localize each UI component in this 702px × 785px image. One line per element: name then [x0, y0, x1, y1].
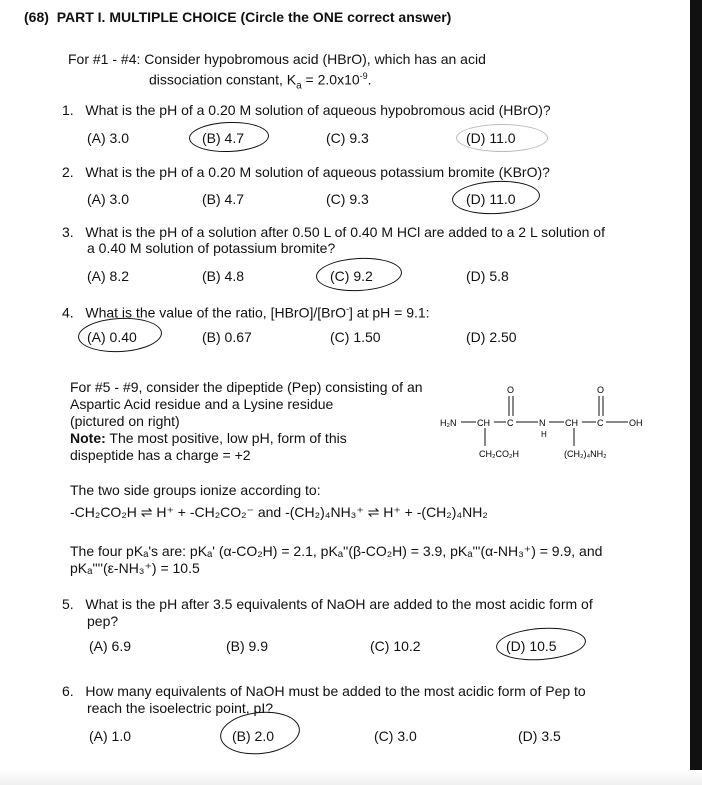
question-2: 2. What is the pH of a 0.20 M solution of aqueous potassium bromite (KBrO)?	[62, 164, 550, 180]
question-1: 1. What is the pH of a 0.20 M solution of aqueous hypobromous acid (HBrO)?	[62, 102, 551, 118]
struct-h2n: H₂N	[440, 418, 457, 428]
q5-choice-d[interactable]: (D) 10.5	[506, 638, 557, 654]
intro1-line1: For #1 - #4: Consider hypobromous acid (HBrO), which has an acid	[68, 51, 486, 67]
q3-choice-c[interactable]: (C) 9.2	[330, 268, 373, 284]
q6-choice-b[interactable]: (B) 2.0	[232, 728, 275, 744]
q6-choice-a[interactable]: (A) 1.0	[89, 728, 132, 744]
q3-choice-d[interactable]: (D) 5.8	[466, 268, 509, 284]
question-4: 4. What is the value of the ratio, [HBrO]/[BrO-] at pH = 9.1:	[62, 304, 430, 321]
question-6: 6. How many equivalents of NaOH must be added to the most acidic form of Pep to	[62, 683, 586, 699]
ionization-intro: The two side groups ionize according to:	[70, 482, 321, 498]
q2-choice-c[interactable]: (C) 9.3	[326, 191, 369, 207]
intro2-line3: (pictured on right)	[70, 413, 180, 429]
q4-choice-a[interactable]: (A) 0.40	[87, 329, 137, 345]
q1-choice-c[interactable]: (C) 9.3	[326, 130, 369, 146]
question-6-line2: reach the isoelectric point, pI?	[87, 700, 273, 716]
question-5-line2: pep?	[87, 613, 119, 629]
q4-choice-b[interactable]: (B) 0.67	[202, 329, 252, 345]
struct-side-lys: (CH₂)₄NH₂	[564, 449, 607, 459]
pka-line1: The four pKₐ's are: pKₐ' (α-CO₂H) = 2.1, pKₐ''(β-CO₂H) = 3.9, pKₐ'''(α-NH₃⁺) = 9.9, and	[70, 543, 603, 559]
q2-choice-a[interactable]: (A) 3.0	[87, 191, 130, 207]
struct-side-asp: CH₂CO₂H	[479, 449, 519, 459]
struct-oh: OH	[629, 418, 643, 428]
header	[24, 9, 451, 25]
struct-c2: C	[597, 418, 604, 428]
page-title: PART I. MULTIPLE CHOICE (Circle the ONE correct answer)	[56, 9, 452, 25]
q2-choice-d[interactable]: (D) 11.0	[466, 191, 516, 207]
q1-choice-b[interactable]: (B) 4.7	[202, 130, 245, 146]
struct-o2: O	[597, 385, 605, 395]
intro2-line1: For #5 - #9, consider the dipeptide (Pep) consisting of an	[70, 379, 423, 395]
q6-choice-c[interactable]: (C) 3.0	[374, 728, 417, 744]
page-edge-shadow	[690, 0, 702, 785]
struct-ch1: CH	[477, 418, 490, 428]
intro2-note: Note: The most positive, low pH, form of this	[70, 430, 347, 446]
struct-c1: C	[507, 418, 514, 428]
struct-h: H	[541, 430, 547, 439]
q6-choice-d[interactable]: (D) 3.5	[518, 728, 561, 744]
struct-n: N	[539, 418, 546, 428]
q5-choice-b[interactable]: (B) 9.9	[226, 638, 269, 654]
q5-choice-c[interactable]: (C) 10.2	[370, 638, 421, 654]
q4-choice-c[interactable]: (C) 1.50	[330, 329, 381, 345]
question-3: 3. What is the pH of a solution after 0.50 L of 0.40 M HCl are added to a 2 L solution of	[62, 224, 605, 240]
q5-choice-a[interactable]: (A) 6.9	[89, 638, 132, 654]
question-3-line2: a 0.40 M solution of potassium bromite?	[87, 240, 336, 256]
pka-line2: pKₐ''''(ε-NH₃⁺) = 10.5	[70, 560, 200, 576]
q1-choice-a[interactable]: (A) 3.0	[87, 130, 130, 146]
dipeptide-structure	[436, 380, 666, 470]
problem-number: (68)	[24, 9, 49, 25]
q4-choice-d[interactable]: (D) 2.50	[466, 329, 517, 345]
q3-choice-b[interactable]: (B) 4.8	[202, 268, 245, 284]
q2-choice-b[interactable]: (B) 4.7	[202, 191, 245, 207]
question-5: 5. What is the pH after 3.5 equivalents of NaOH are added to the most acidic form of	[62, 596, 593, 612]
ionization-equation: -CH₂CO₂H ⇌ H⁺ + -CH₂CO₂⁻ and -(CH₂)₄NH₃⁺ ⇌ H⁺ + -(CH₂)₄NH₂	[70, 504, 488, 520]
struct-o1: O	[507, 385, 515, 395]
q1-choice-d[interactable]: (D) 11.0	[466, 130, 516, 146]
q3-choice-a[interactable]: (A) 8.2	[87, 268, 130, 284]
page-bottom-shade	[0, 770, 702, 785]
intro1-line2: dissociation constant, $K_a = 2.0x10^{-9}$.	[149, 71, 372, 92]
struct-ch2: CH	[565, 418, 578, 428]
intro2-line2: Aspartic Acid residue and a Lysine residue	[70, 396, 334, 412]
intro2-line5: dispeptide has a charge = +2	[70, 447, 251, 463]
